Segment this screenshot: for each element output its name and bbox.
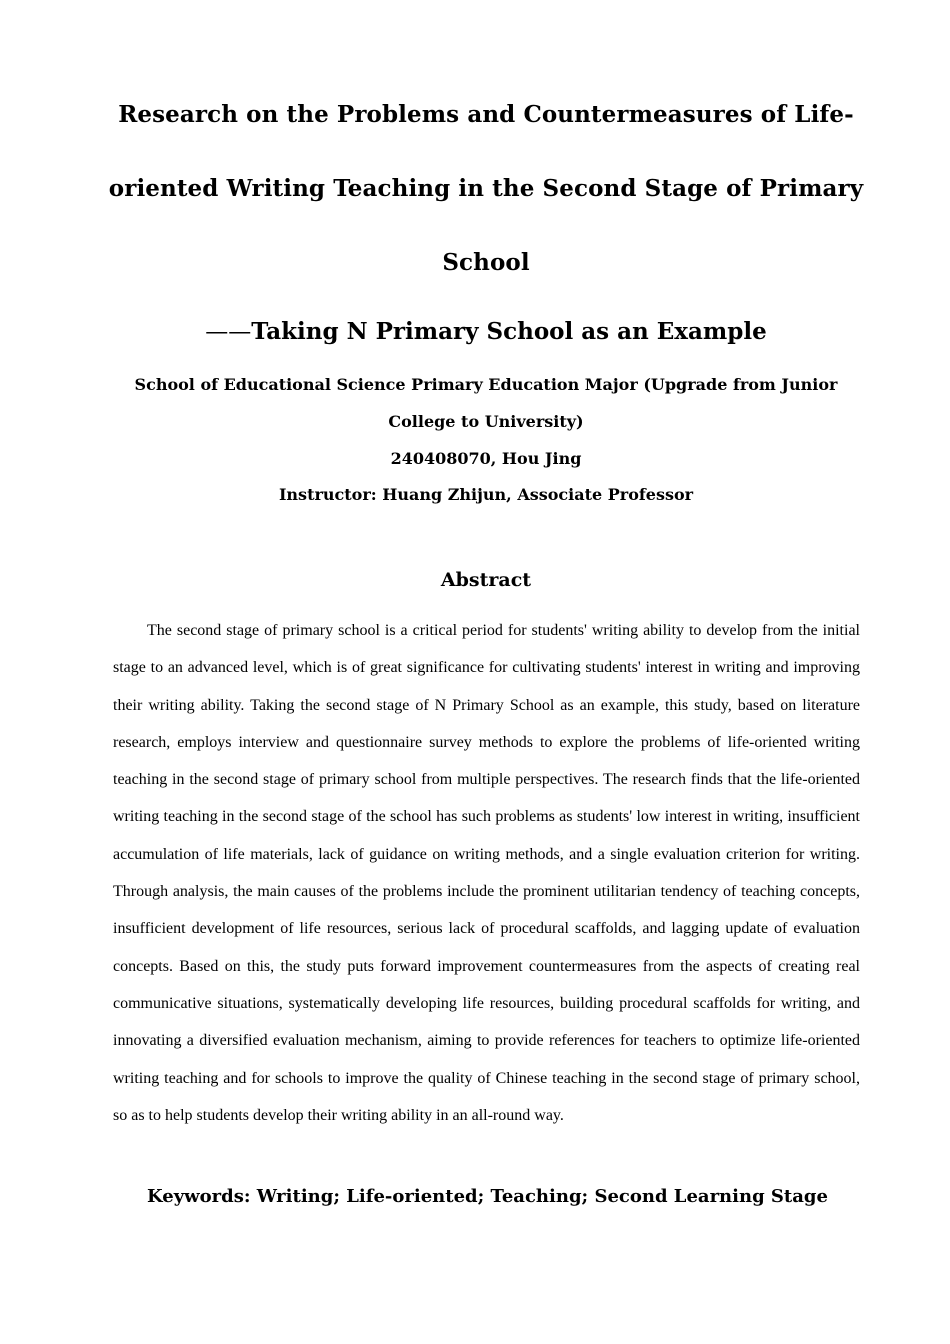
abstract-paragraph: The second stage of primary school is a critical period for students' writing ability to develop from the initial stage to an advanced level, which is of great significance for cultivating students' interest in writing and improving their writing ability. Taking the second stage of N Primary School as an example, this study, based on literature research, employs interview and questionnaire survey methods to explore the problems of life-oriented writing teaching in the second stage of primary school from multiple perspectives. The research finds that the life-oriented writing teaching in the second stage of the school has such problems as students' low interest in writing, insufficient accumulation of life materials, lack of guidance on writing methods, and a single evaluation criterion for writing. Through analysis, the main causes of the problems include the prominent utilitarian tendency of teaching concepts, insufficient development of life resources, serious lack of procedural scaffolds, and lagging update of evaluation concepts. Based on this, the study puts forward improvement countermeasures from the aspects of creating real communicative situations, systematically developing life resources, building procedural scaffolds for writing, and innovating a diversified evaluation mechanism, aiming to provide references for teachers to optimize life-oriented writing teaching and for schools to improve the quality of Chinese teaching in the second stage of primary school, so as to help students develop their writing ability in an all-round way. [113, 622, 860, 1124]
keywords-line: Keywords: Writing; Life-oriented; Teaching; Second Learning Stage [147, 1186, 828, 1207]
abstract-heading: Abstract [440, 569, 532, 591]
subtitle-text: Taking N Primary School as an Example [251, 318, 767, 345]
subtitle-dash: —— [205, 319, 252, 345]
school-major-line: School of Educational Science Primary Education Major (Upgrade from Junior College to University) [134, 375, 838, 431]
paper-title: Research on the Problems and Countermeasures of Life-oriented Writing Teaching in the Second Stage of Primary School [108, 101, 864, 276]
instructor-line: Instructor: Huang Zhijun, Associate Professor [278, 485, 694, 504]
student-line: 240408070, Hou Jing [390, 449, 582, 468]
paper-subtitle [60, 312, 912, 352]
